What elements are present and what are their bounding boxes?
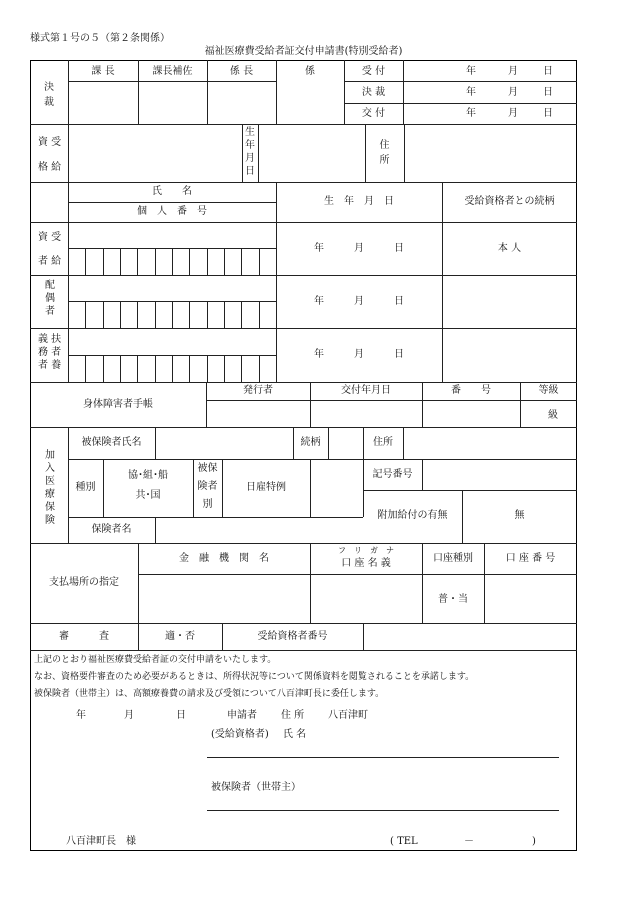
number-grid-line (155, 355, 156, 382)
number-grid-line (189, 355, 190, 382)
number-grid-line (189, 248, 190, 275)
cert-number-label: 受給資格者番号 (257, 631, 328, 642)
relation-label: 続柄 (300, 437, 321, 448)
declaration-line2: なお、資格要件審査のため必要があるときは、所得状況等について関係資料を閲覧されることを承諾します。 (34, 672, 475, 682)
approval-col-staff: 係 (305, 66, 315, 77)
approval-label: 決 (44, 82, 54, 93)
approval-col-deputy: 課長補佐 (152, 66, 193, 77)
line (365, 124, 366, 182)
line (442, 182, 443, 382)
account-type-value: 普・当 (438, 594, 468, 605)
header-birthdate: 生 年 月 日 (324, 196, 394, 207)
insurance-type-opt2: 共･国 (135, 490, 161, 501)
number-grid-line (85, 301, 86, 328)
number-grid-line (172, 355, 173, 382)
family-row-date: 年 月 日 (314, 243, 404, 254)
day-special-label: 日雇特例 (246, 482, 286, 493)
decl-day: 日 (176, 710, 186, 721)
signature-line (207, 810, 559, 811)
header-individual-number: 個 人 番 号 (137, 206, 207, 217)
decl-year: 年 (76, 710, 86, 721)
ok-ng-label: 適・否 (165, 631, 195, 642)
family-row-relation: 本 人 (497, 243, 522, 254)
decl-town: 八百津町 (328, 710, 368, 721)
payment-label: 支払場所の指定 (49, 577, 119, 588)
birth-label: 月 (245, 153, 255, 164)
tel-dash: － (464, 836, 474, 847)
disability-grade-unit: 級 (548, 410, 558, 421)
family-row-date: 年 月 日 (314, 296, 404, 307)
form-number: 様式第１号の５（第２条関係） (30, 33, 170, 44)
date-day: 日 (543, 108, 553, 119)
family-row-label: 配 (45, 280, 55, 291)
line (30, 623, 577, 624)
insurance-label: 医 (45, 476, 55, 487)
line (328, 427, 329, 459)
line (68, 124, 69, 182)
number-grid-line (155, 301, 156, 328)
number-grid-line (224, 248, 225, 275)
approval-label: 裁 (44, 97, 54, 108)
applicant-label: 資 受 (38, 137, 62, 148)
furigana-label: フ リ ガ ナ (338, 546, 394, 555)
address-label: 所 (379, 155, 390, 166)
line (403, 427, 404, 459)
family-row-label: 者 給 (38, 256, 62, 267)
line (30, 275, 577, 276)
insurance-label: 入 (45, 463, 55, 474)
date-month: 月 (508, 87, 518, 98)
line (30, 182, 577, 183)
line (68, 202, 276, 203)
row-decided: 決 裁 (361, 87, 386, 98)
number-grid-line (120, 355, 121, 382)
number-grid-line (120, 301, 121, 328)
symbol-number-label: 記号番号 (372, 469, 413, 480)
disability-label: 身体障害者手帳 (83, 399, 153, 410)
line (30, 650, 577, 651)
line (30, 124, 577, 125)
decl-qual-holder: (受給資格者) (211, 729, 269, 740)
number-grid-line (259, 355, 260, 382)
date-month: 月 (508, 108, 518, 119)
decl-name: 氏 名 (283, 729, 307, 740)
line (68, 459, 577, 460)
number-grid-line (155, 248, 156, 275)
insured-type-label: 被保 (197, 463, 218, 474)
decl-applicant: 申請者 (227, 710, 257, 721)
line (344, 81, 577, 82)
family-row-label: 資 受 (38, 232, 62, 243)
decl-insured-householder: 被保険者（世帯主） (211, 782, 301, 793)
approval-col-unit-chief: 係 長 (229, 66, 254, 77)
line (30, 382, 577, 383)
insurance-type-opt1: 協･組･船 (128, 470, 168, 481)
number-grid-line (241, 301, 242, 328)
date-month: 月 (508, 66, 518, 77)
number-grid-line (259, 301, 260, 328)
form-title: 福祉医療費受給者証交付申請書(特別受給者) (204, 46, 403, 57)
line (422, 459, 423, 490)
number-grid-line (172, 301, 173, 328)
tel-label: ( TEL (390, 836, 418, 847)
bank-name-label: 金 融 機 関 名 (179, 553, 269, 564)
line (404, 124, 405, 182)
extra-benefit-value: 無 (514, 510, 525, 521)
family-row-label: 偶 (45, 293, 55, 304)
date-year: 年 (466, 66, 476, 77)
line (68, 81, 276, 82)
line (30, 427, 577, 428)
number-grid-line (241, 248, 242, 275)
header-name: 氏 名 (152, 186, 192, 197)
number-grid-line (103, 301, 104, 328)
insurance-label: 加 (45, 450, 55, 461)
account-holder-label: 口 座 名 義 (341, 558, 391, 569)
number-grid-line (241, 355, 242, 382)
number-grid-line (224, 301, 225, 328)
date-year: 年 (466, 108, 476, 119)
disability-grade: 等級 (538, 385, 559, 396)
number-grid-line (172, 248, 173, 275)
line (206, 400, 577, 401)
insurance-label: 療 (45, 489, 55, 500)
date-year: 年 (466, 87, 476, 98)
number-grid-line (137, 301, 138, 328)
account-type-label: 口座種別 (433, 553, 473, 564)
line (155, 427, 156, 459)
header-relation: 受給資格者との続柄 (464, 196, 555, 207)
line (68, 517, 363, 518)
disability-issuer: 発行者 (243, 385, 273, 396)
line (138, 574, 577, 575)
number-grid-line (103, 248, 104, 275)
family-row-label: 義 扶 (38, 334, 62, 345)
insured-name-label: 被保険者氏名 (81, 437, 142, 448)
tel-close: ) (532, 836, 536, 847)
insurer-name-label: 保険者名 (91, 524, 132, 535)
insurance-label: 険 (45, 515, 55, 526)
review-label: 審 査 (59, 631, 109, 642)
number-grid-line (103, 355, 104, 382)
decl-month: 月 (124, 710, 134, 721)
line (103, 459, 104, 517)
insurance-type-label: 種別 (75, 482, 96, 493)
family-row-label: 者 養 (38, 360, 62, 371)
extra-benefit-label: 附加給付の有無 (377, 510, 448, 521)
line (363, 623, 364, 650)
family-row-date: 年 月 日 (314, 349, 404, 360)
number-grid-line (207, 355, 208, 382)
number-grid-line (207, 301, 208, 328)
line (363, 490, 577, 491)
insurance-label: 保 (45, 502, 55, 513)
number-grid-line (120, 248, 121, 275)
insured-type-label: 険者 (197, 481, 218, 492)
row-received: 受 付 (361, 66, 386, 77)
birth-label: 日 (245, 166, 255, 177)
applicant-label: 格 給 (38, 162, 62, 173)
line (403, 60, 404, 124)
date-day: 日 (543, 66, 553, 77)
line (258, 124, 259, 182)
family-row-label: 務 者 (38, 347, 62, 358)
number-grid-line (224, 355, 225, 382)
mayor-address: 八百津町長 様 (66, 836, 136, 847)
approval-col-section-chief: 課 長 (91, 66, 115, 77)
number-grid-line (137, 355, 138, 382)
declaration-line3: 被保険者（世帯主）は、高額療養費の請求及び受領について八百津町長に委任します。 (34, 689, 385, 699)
number-grid-line (259, 248, 260, 275)
number-grid-line (189, 301, 190, 328)
signature-line (207, 757, 559, 758)
address-label: 住 (379, 140, 390, 151)
line (155, 517, 156, 543)
decl-address: 住 所 (281, 710, 305, 721)
number-grid-line (207, 248, 208, 275)
account-number-label: 口 座 番 号 (505, 553, 556, 564)
birth-label: 年 (245, 140, 255, 151)
row-issued: 交 付 (361, 108, 386, 119)
line (344, 103, 577, 104)
disability-issue-date: 交付年月日 (341, 385, 391, 396)
line (310, 459, 311, 517)
number-grid-line (137, 248, 138, 275)
insured-type-label: 別 (202, 499, 213, 510)
number-grid-line (85, 248, 86, 275)
number-grid-line (85, 355, 86, 382)
birth-label: 生 (245, 127, 255, 138)
date-day: 日 (543, 87, 553, 98)
disability-number: 番 号 (451, 385, 491, 396)
line (30, 543, 577, 544)
family-row-label: 者 (45, 306, 55, 317)
declaration-line1: 上記のとおり福祉医療費受給者証の交付申請をいたします。 (34, 655, 277, 665)
address-label: 住所 (373, 437, 393, 448)
line (30, 328, 577, 329)
line (30, 222, 577, 223)
